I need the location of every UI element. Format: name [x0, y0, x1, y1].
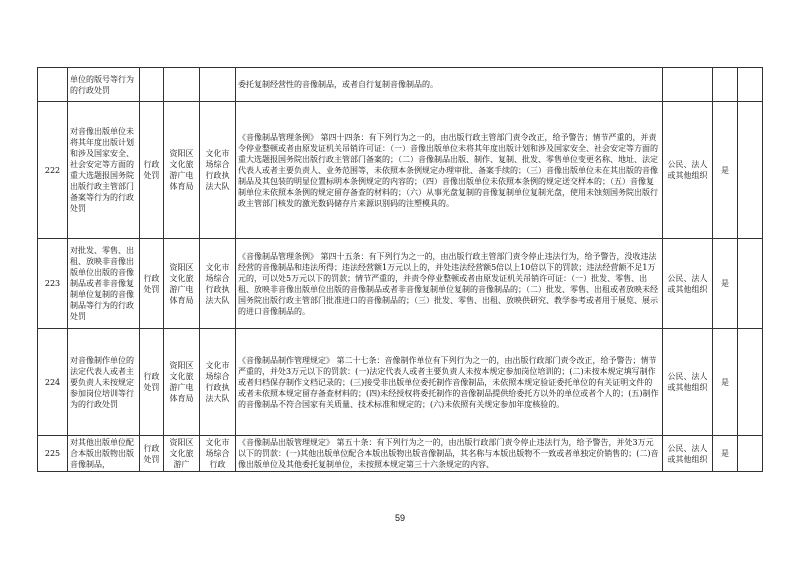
blank-cell [738, 239, 763, 329]
table-row [38, 239, 763, 329]
item-name: 对音像制作单位的法定代表人或者主要负责人未按规定参加岗位培训等行为的行政处罚 [68, 329, 140, 436]
legal-basis: 委托复制经营性的音像制品，或者自行复制音像制品的。 [236, 68, 663, 102]
blank-cell [738, 68, 763, 102]
row-number: 222 [38, 102, 68, 239]
item-name: 对音像出版单位未将其年度出版计划和涉及国家安全、社会安定等方面的重大选题报国务院出版行政主管部门备案等行为的行政处罚 [68, 102, 140, 239]
row-number [38, 68, 68, 102]
legal-basis: 《音像制品管理条例》 第四十四条：有下列行为之一的，由出版行政主管部门责令改正，给予警告；情节严重的，并责令停业整顿或者由原发证机关吊销许可证：（一）音像出版单位未将其年度出版计划和涉及国家安全、社会安定等方面的重大选题报国务院出版行政主管部门备案的；（二）音像制品出版、制作、复制、批发、零售单位变更名称、地址、法定代表人或者主要负责人、业务范围等，未依照本条例规定办理审批、备案手续的；（三）音像出版单位未在其出版的音像制品及其包装的明显位置标明本条例规定的内容的；（四）音像出版单位未依照本条例的规定送交样本的；（五）音像复制单位未依照本条例的规定留存备查的材料的；（六）从事光盘复制的音像复制单位复制光盘，使用未蚀刻国务院出版行政主管部门核发的激光数码储存片来源识别码的注塑模具的。 [236, 102, 663, 239]
row-number: 225 [38, 436, 68, 472]
department: 资阳区文化旅游广 [164, 436, 200, 472]
regulation-table [37, 67, 763, 472]
flag-cell: 是 [713, 102, 738, 239]
power-type: 行政处罚 [140, 329, 164, 436]
target-object [663, 68, 713, 102]
blank-cell [738, 102, 763, 239]
executing-unit: 文化市场综合行政执法大队 [200, 329, 236, 436]
target-object: 公民、法人或其他组织 [663, 329, 713, 436]
target-object: 公民、法人或其他组织 [663, 436, 713, 472]
flag-cell [713, 68, 738, 102]
item-name: 单位的版号等行为的行政处罚 [68, 68, 140, 102]
department: 资阳区文化旅游广电体育局 [164, 239, 200, 329]
executing-unit: 文化市场综合行政 [200, 436, 236, 472]
blank-cell [738, 436, 763, 472]
power-type: 行政处罚 [140, 436, 164, 472]
table-row [38, 68, 763, 102]
power-type: 行政处罚 [140, 102, 164, 239]
flag-cell: 是 [713, 329, 738, 436]
table-row [38, 436, 763, 472]
flag-cell: 是 [713, 239, 738, 329]
power-type: 行政处罚 [140, 239, 164, 329]
power-type [140, 68, 164, 102]
executing-unit [200, 68, 236, 102]
department [164, 68, 200, 102]
target-object: 公民、法人或其他组织 [663, 102, 713, 239]
row-number: 223 [38, 239, 68, 329]
department: 资阳区文化旅游广电体育局 [164, 329, 200, 436]
item-name: 对其他出版单位配合本版出版物出版音像制品， [68, 436, 140, 472]
table-row [38, 329, 763, 436]
legal-basis: 《音像制品出版管理规定》 第五十条：有下列行为之一的，由出版行政部门责令停止违法行为，给予警告，并处3万元以下的罚款：(一)其他出版单位配合本版出版物出版音像制品，其名称与本版出版物不一致或者单独定价销售的；(二)音像出版单位及其他委托复制单位，未按照本规定第三十六条规定的内容、 [236, 436, 663, 472]
executing-unit: 文化市场综合行政执法大队 [200, 239, 236, 329]
legal-basis: 《音像制品制作管理规定》 第二十七条：音像制作单位有下列行为之一的，由出版行政部门责令改正，给予警告；情节严重的，并处3万元以下的罚款：(一)法定代表人或者主要负责人未按本规定参加岗位培训的；(二)未按本规定填写制作或者归档保存制作文档记录的；(三)接受非出版单位委托制作音像制品，未依照本规定验证委托单位的有关证明文件的或者未依照本规定留存备查材料的；(四)未经授权将委托制作的音像制品提供给委托方以外的单位或者个人的；(五)制作的音像制品不符合国家有关质量、技术标准和规定的；(六)未依照有关规定参加年度核验的。 [236, 329, 663, 436]
table-row [38, 102, 763, 239]
blank-cell [738, 329, 763, 436]
page-number: 59 [394, 513, 405, 523]
flag-cell: 是 [713, 436, 738, 472]
target-object: 公民、法人或其他组织 [663, 239, 713, 329]
item-name: 对批发、零售、出租、放映非音像出版单位出版的音像制品或者非音像复制单位复制的音像制品等行为的行政处罚 [68, 239, 140, 329]
executing-unit: 文化市场综合行政执法大队 [200, 102, 236, 239]
legal-basis: 《音像制品管理条例》 第四十五条：有下列行为之一的，由出版行政主管部门责令停止违法行为，给予警告，没收违法经营的音像制品和违法所得；违法经营额1万元以上的，并处违法经营额5倍以上10倍以下的罚款；违法经营额不足1万元的，可以处5万元以下的罚款；情节严重的，并责令停业整顿或者由原发证机关吊销许可证：（一）批发、零售、出租、放映非音像出版单位出版的音像制品或者非音像复制单位复制的音像制品的；（二）批发、零售、出租或者放映未经国务院出版行政主管部门批准进口的音像制品的；（三）批发、零售、出租、放映供研究、教学参考或者用于展览、展示的进口音像制品的。 [236, 239, 663, 329]
department: 资阳区文化旅游广电体育局 [164, 102, 200, 239]
row-number: 224 [38, 329, 68, 436]
